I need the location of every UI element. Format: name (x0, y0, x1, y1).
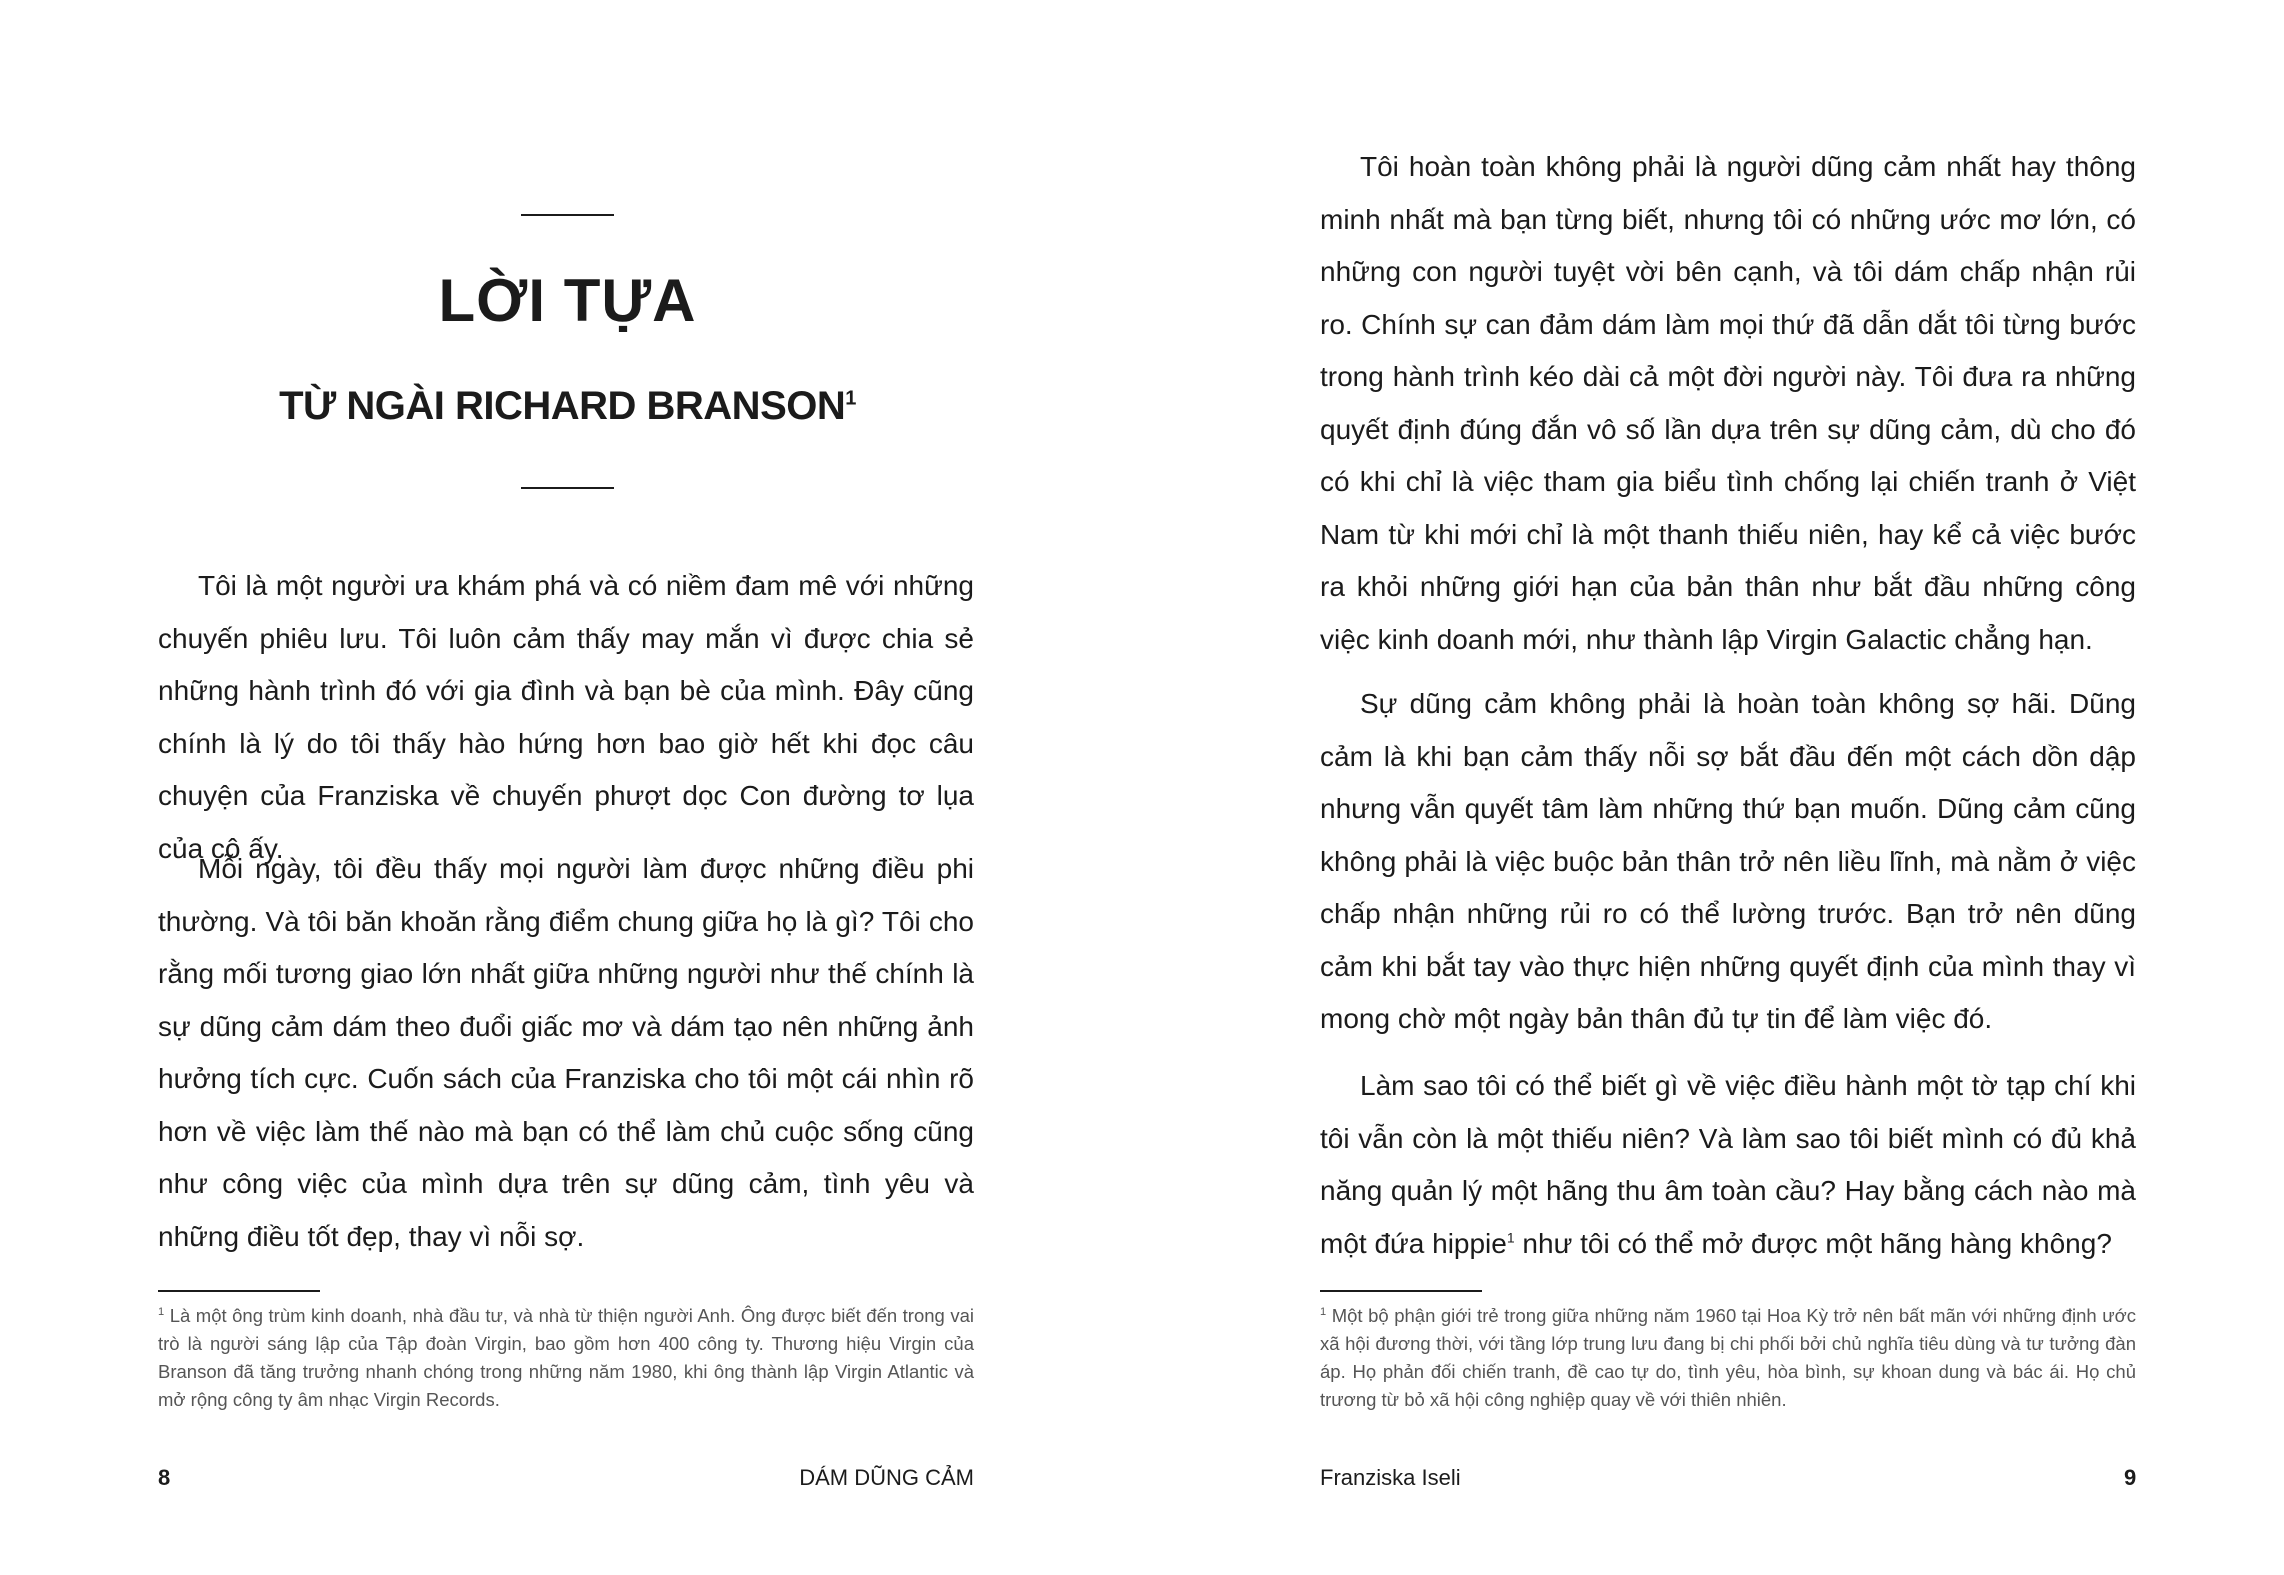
left-footnote (158, 1302, 974, 1414)
right-page-number: 9 (2124, 1465, 2137, 1490)
chapter-title: LỜI TỰA (438, 267, 697, 334)
right-footnote-rule (1320, 1290, 1482, 1292)
title-rule-top (521, 214, 614, 216)
left-paragraph-2: Mỗi ngày, tôi đều thấy mọi người làm được những điều phi thường. Và tôi băn khoăn rằng điểm chung giữa họ là gì? Tôi cho rằng mối tương giao lớn nhất giữa những người như thế chính là sự dũng cảm dám theo đuổi giấc mơ và dám tạo nên những ảnh hưởng tích cực. Cuốn sách của Franziska cho tôi một cái nhìn rõ hơn về việc làm thế nào mà bạn có thể làm chủ cuộc sống cũng như công việc của mình dựa trên sự dũng cảm, tình yêu và những điều tốt đẹp, thay vì nỗi sợ. (158, 853, 974, 1252)
hippie-footnote-ref: 1 (1506, 1229, 1515, 1246)
right-paragraph-2: Sự dũng cảm không phải là hoàn toàn không sợ hãi. Dũng cảm là khi bạn cảm thấy nỗi sợ bắt đầu đến một cách dồn dập nhưng vẫn quyết tâm làm những thứ bạn muốn. Dũng cảm cũng không phải là việc buộc bản thân trở nên liều lĩnh, mà nằm ở việc chấp nhận những rủi ro có thể lường trước. Bạn trở nên dũng cảm khi bắt tay vào thực hiện những quyết định của mình thay vì mong chờ một ngày bản thân đủ tự tin để làm việc đó. (1320, 688, 2136, 1034)
right-running-head: Franziska Iseli (1320, 1465, 1461, 1490)
subtitle-text: TỪ NGÀI RICHARD BRANSON (279, 384, 846, 428)
title-rule-bottom (521, 487, 614, 489)
right-footnote-text: Một bộ phận giới trẻ trong giữa những năm 1960 tại Hoa Kỳ trở nên bất mãn với những định ước xã hội đương thời, với tầng lớp trung lưu đang bị chi phối bởi chủ nghĩa tiêu dùng và tư tưởng đàn áp. Họ phản đối chiến tranh, đề cao tự do, tình yêu, hòa bình, sự khoan dung và bác ái. Họ chủ trương từ bỏ xã hội công nghiệp quay về với thiên nhiên. (1320, 1305, 2137, 1410)
left-footnote-mark: 1 (158, 1305, 165, 1318)
right-footnote (1320, 1302, 2136, 1414)
right-paragraph-3-text-a: Làm sao tôi có thể biết gì về việc điều hành một tờ tạp chí khi tôi vẫn còn là một thiếu niên? Và làm sao tôi biết mình có đủ khả năng quản lý một hãng thu âm toàn cầu? Hay bằng cách nào mà một đứa hippie (1320, 1070, 2136, 1259)
chapter-subtitle (160, 378, 975, 434)
right-paragraph-3 (1320, 1060, 2136, 1270)
left-footnote-text: Là một ông trùm kinh doanh, nhà đầu tư, và nhà từ thiện người Anh. Ông được biết đến trong vai trò là người sáng lập của Tập đoàn Virgin, bao gồm hơn 400 công ty. Thương hiệu Virgin của Branson đã tăng trưởng nhanh chóng trong những năm 1980, khi ông thành lập Virgin Atlantic và mở rộng công ty âm nhạc Virgin Records. (158, 1305, 974, 1410)
right-footnote-mark: 1 (1320, 1305, 1327, 1318)
left-paragraph-1: Tôi là một người ưa khám phá và có niềm đam mê với những chuyến phiêu lưu. Tôi luôn cảm thấy may mắn vì được chia sẻ những hành trình đó với gia đình và bạn bè của mình. Đây cũng chính là lý do tôi thấy hào hứng hơn bao giờ hết khi đọc câu chuyện của Franziska về chuyến phượt dọc Con đường tơ lụa của cô ấy. (158, 570, 974, 864)
left-footnote-rule (158, 1290, 320, 1292)
left-running-head: DÁM DŨNG CẢM (799, 1465, 974, 1490)
subtitle-footnote-ref: 1 (845, 387, 856, 410)
right-paragraph-3-text-b: như tôi có thể mở được một hãng hàng không? (1514, 1227, 2112, 1259)
left-page-number: 8 (158, 1465, 171, 1490)
right-paragraph-1: Tôi hoàn toàn không phải là người dũng cảm nhất hay thông minh nhất mà bạn từng biết, nhưng tôi có những ước mơ lớn, có những con người tuyệt vời bên cạnh, và tôi dám chấp nhận rủi ro. Chính sự can đảm dám làm mọi thứ đã dẫn dắt tôi từng bước trong hành trình kéo dài cả một đời người này. Tôi đưa ra những quyết định đúng đắn vô số lần dựa trên sự dũng cảm, dù cho đó có khi chỉ là việc tham gia biểu tình chống lại chiến tranh ở Việt Nam từ khi mới chỉ là một thanh thiếu niên, hay kể cả việc bước ra khỏi những giới hạn của bản thân như bắt đầu những công việc kinh doanh mới, như thành lập Virgin Galactic chẳng hạn. (1320, 151, 2136, 655)
